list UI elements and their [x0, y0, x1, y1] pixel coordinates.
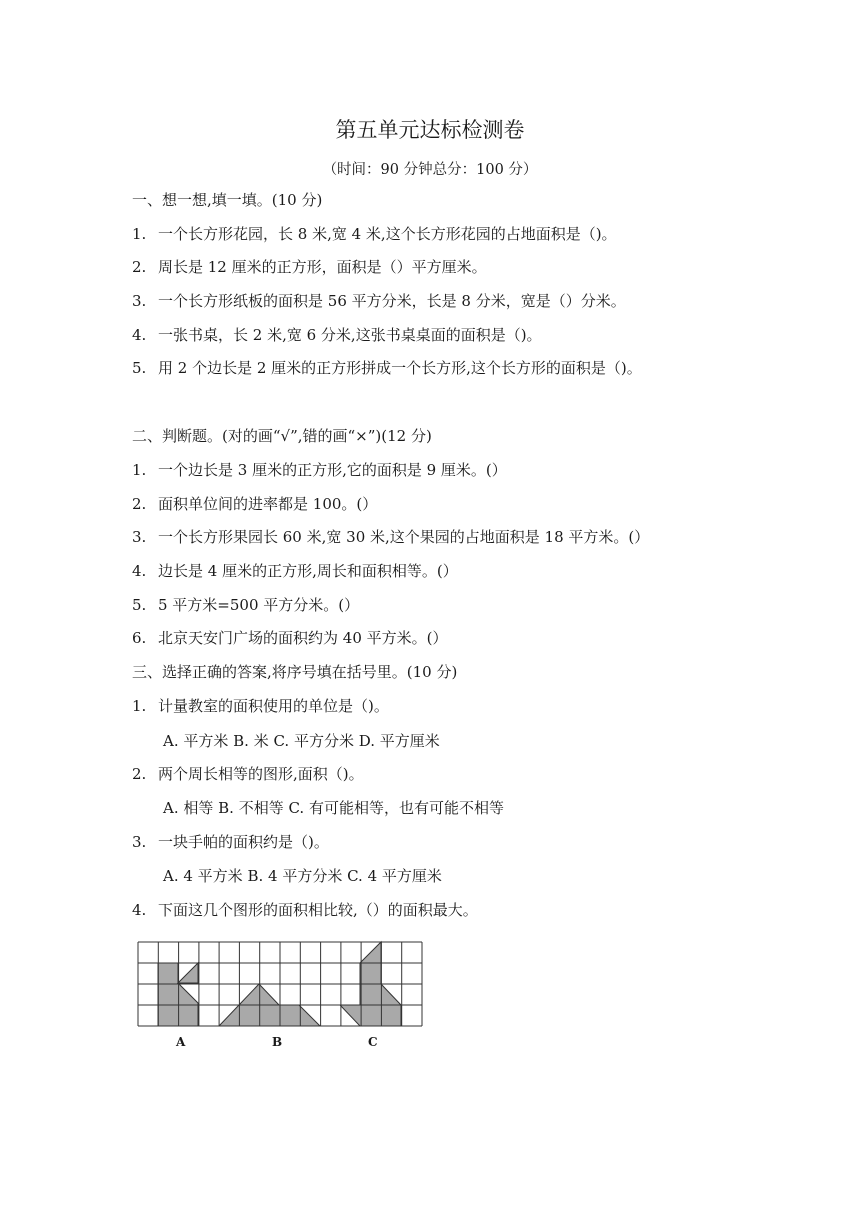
figure-label-b: B — [272, 1035, 283, 1049]
question-text: 一个长方形纸板的面积是 56 平方分米，长是 8 分米，宽是（）分米。 — [158, 292, 626, 310]
question-number: 5. — [132, 359, 147, 377]
question-text: 一个边长是 3 厘米的正方形,它的面积是 9 厘米。(） — [158, 461, 507, 479]
question-number: 1. — [132, 697, 147, 715]
question-text: 一块手帕的面积约是（)。 — [158, 833, 329, 851]
question-text: 两个周长相等的图形,面积（)。 — [158, 765, 364, 783]
question-number: 1. — [132, 461, 147, 479]
question-number: 1. — [132, 225, 147, 243]
question-number: 3. — [132, 292, 147, 310]
question-line — [132, 900, 478, 920]
question-line — [132, 595, 359, 615]
figure-label-c: C — [368, 1035, 378, 1049]
question-text: 计量教室的面积使用的单位是（)。 — [158, 697, 389, 715]
question-line — [132, 764, 364, 784]
figure-label-a: A — [176, 1035, 186, 1049]
question-number: 4. — [132, 326, 147, 344]
section1-heading: 一、想一想,填一填。(10 分) — [132, 191, 323, 209]
question-number: 6. — [132, 629, 147, 647]
options-line: A. 4 平方米 B. 4 平方分米 C. 4 平方厘米 — [163, 867, 442, 885]
options-line: A. 相等 B. 不相等 C. 有可能相等，也有可能不相等 — [163, 799, 504, 817]
question-text: 一个长方形果园长 60 米,宽 30 米,这个果园的占地面积是 18 平方米。(） — [158, 528, 650, 546]
question-text: 周长是 12 厘米的正方形，面积是（）平方厘米。 — [158, 258, 487, 276]
question-number: 5. — [132, 596, 147, 614]
grid-svg — [136, 940, 428, 1030]
question-text: 5 平方米=500 平方分米。(） — [158, 596, 360, 614]
question-number: 2. — [132, 765, 147, 783]
question-text: 一张书桌，长 2 米,宽 6 分米,这张书桌桌面的面积是（)。 — [158, 326, 542, 344]
question-line — [132, 257, 487, 277]
question-text: 用 2 个边长是 2 厘米的正方形拼成一个长方形,这个长方形的面积是（)。 — [158, 359, 642, 377]
page-title: 第五单元达标检测卷 — [335, 118, 525, 142]
question-line — [132, 696, 389, 716]
question-line — [132, 527, 649, 547]
question-text: 下面这几个图形的面积相比较,（）的面积最大。 — [158, 901, 478, 919]
section2-heading: 二、判断题。(对的画“√”,错的画“×”)(12 分) — [132, 427, 432, 445]
question-line — [132, 325, 542, 345]
section3-heading: 三、选择正确的答案,将序号填在括号里。(10 分) — [132, 663, 458, 681]
shape-a-tab — [178, 963, 198, 983]
question-number: 2. — [132, 495, 147, 513]
question-number: 3. — [132, 528, 147, 546]
question-line — [132, 628, 447, 648]
question-text: 一个长方形花园，长 8 米,宽 4 米,这个长方形花园的占地面积是（)。 — [158, 225, 617, 243]
question-text: 北京天安门广场的面积约为 40 平方米。(） — [158, 629, 448, 647]
question-text: 边长是 4 厘米的正方形,周长和面积相等。(） — [158, 562, 458, 580]
question-line — [132, 494, 377, 514]
page-subtitle: （时间：90 分钟总分：100 分） — [322, 162, 538, 178]
question-line — [132, 358, 642, 378]
question-number: 3. — [132, 833, 147, 851]
question-number: 4. — [132, 562, 147, 580]
question-line — [132, 561, 458, 581]
question-line — [132, 224, 617, 244]
question-line — [132, 460, 507, 480]
question-number: 4. — [132, 901, 147, 919]
question-line — [132, 832, 329, 852]
question-text: 面积单位间的进率都是 100。(） — [158, 495, 378, 513]
options-line: A. 平方米 B. 米 C. 平方分米 D. 平方厘米 — [163, 732, 440, 750]
question-number: 2. — [132, 258, 147, 276]
grid-figure — [136, 940, 428, 1049]
question-line — [132, 291, 626, 311]
